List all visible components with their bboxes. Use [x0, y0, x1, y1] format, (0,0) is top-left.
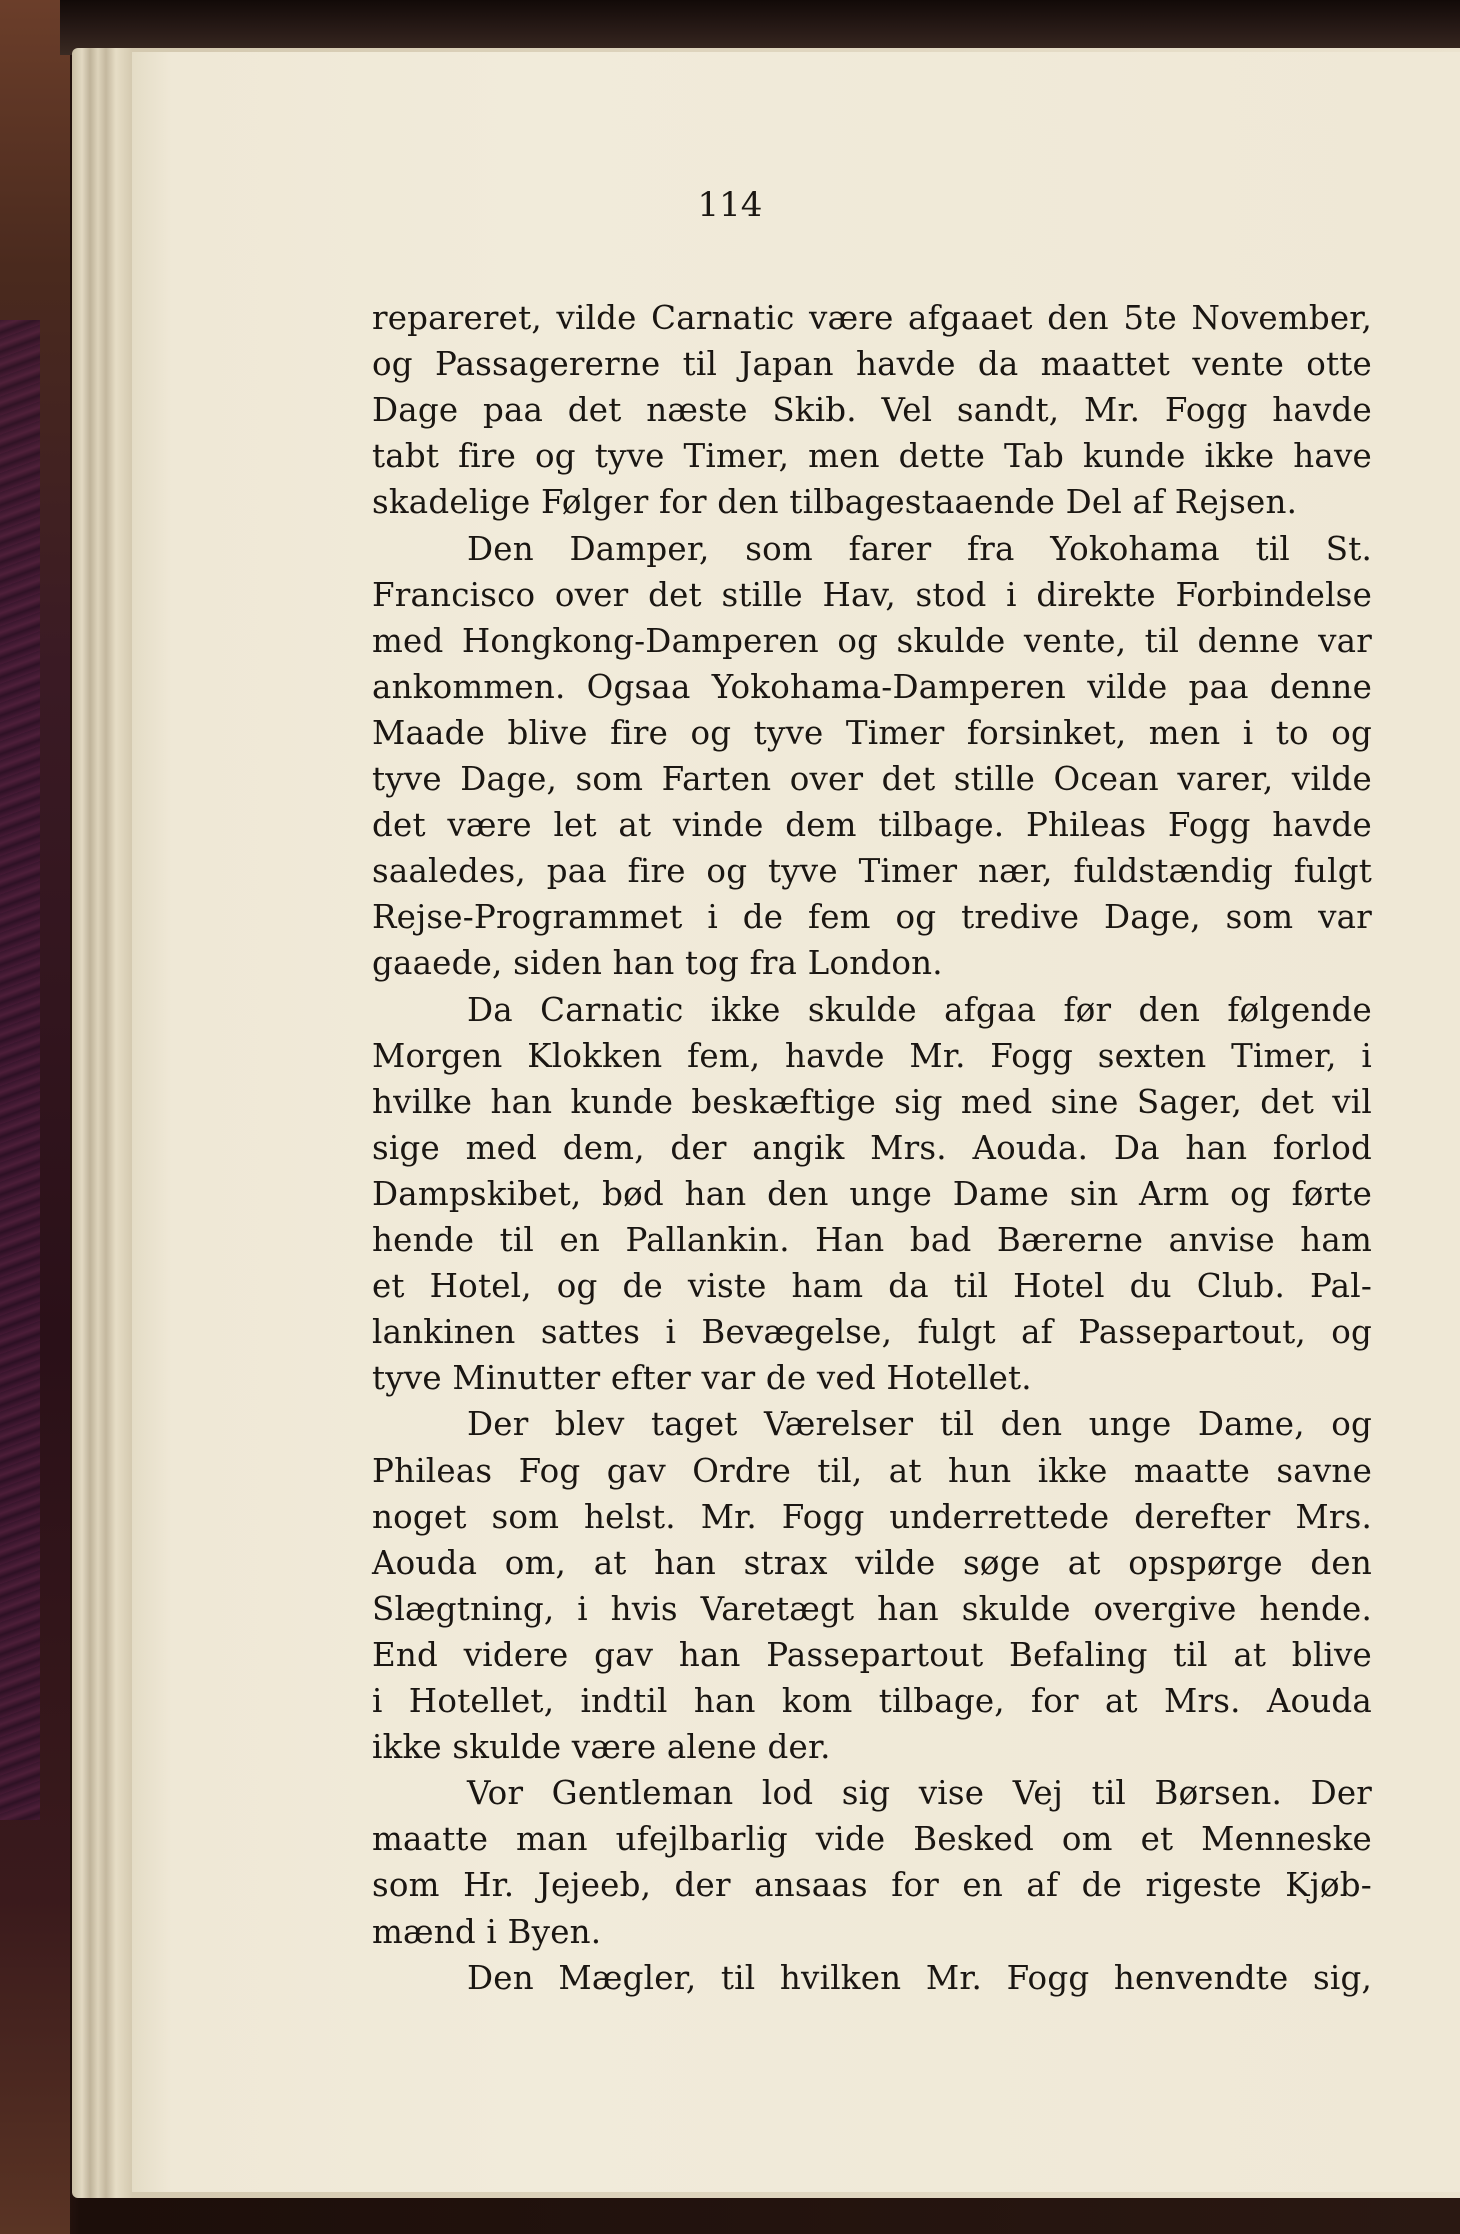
text-line: sige med dem, der angik Mrs. Aouda. Da han forlod: [372, 1128, 1372, 1167]
text-line: gaaede, siden han tog fra London.: [372, 944, 943, 983]
text-line: ankommen. Ogsaa Yokohama-Damperen vilde paa denne: [372, 667, 1372, 706]
text-line: Der blev taget Værelser til den unge Dame, og: [467, 1405, 1372, 1444]
text-line: Aouda om, at han strax vilde søge at opspørge den: [372, 1543, 1372, 1582]
text-line: hvilke han kunde beskæftige sig med sine Sager, det vil: [372, 1082, 1372, 1121]
top-shadow: [60, 0, 1460, 55]
text-line: Den Mægler, til hvilken Mr. Fogg henvendte sig,: [467, 1958, 1372, 1997]
text-line: mænd i Byen.: [372, 1912, 602, 1951]
text-line: noget som helst. Mr. Fogg underrettede derefter Mrs.: [372, 1497, 1372, 1536]
book-cover-marbling: [0, 320, 40, 1820]
text-line: ikke skulde være alene der.: [372, 1728, 831, 1767]
page-number: 114: [697, 185, 763, 225]
text-line: hende til en Pallankin. Han bad Bærerne anvise ham: [372, 1221, 1372, 1259]
text-line: tyve Dage, som Farten over det stille Ocean varer, vilde: [372, 760, 1372, 798]
text-line: Da Carnatic ikke skulde afgaa før den følgende: [467, 990, 1372, 1029]
text-line: Phileas Fog gav Ordre til, at hun ikke maatte savne: [372, 1451, 1372, 1490]
text-line: et Hotel, og de viste ham da til Hotel du Club. Pal-: [372, 1267, 1372, 1306]
text-line: skadelige Følger for den tilbagestaaende Del af Rejsen.: [372, 483, 1298, 522]
text-line: tabt fire og tyve Timer, men dette Tab kunde ikke have: [372, 437, 1372, 476]
text-line: det være let at vinde dem tilbage. Phileas Fogg havde: [372, 806, 1372, 845]
text-line: repareret, vilde Carnatic være afgaaet den 5te November,: [372, 299, 1372, 337]
text-line: med Hongkong-Damperen og skulde vente, til denne var: [372, 621, 1372, 660]
text-line: Vor Gentleman lod sig vise Vej til Børsen. Der: [467, 1774, 1372, 1813]
text-line: Francisco over det stille Hav, stod i direkte Forbindelse: [372, 575, 1372, 614]
text-line: i Hotellet, indtil han kom tilbage, for at Mrs. Aouda: [372, 1682, 1372, 1720]
text-line: som Hr. Jejeeb, der ansaas for en af de rigeste Kjøb-: [372, 1866, 1372, 1905]
text-line: Slægtning, i hvis Varetægt han skulde overgive hende.: [372, 1589, 1372, 1628]
text-line: Dampskibet, bød han den unge Dame sin Arm og førte: [372, 1174, 1372, 1213]
text-line: Rejse-Programmet i de fem og tredive Dage, som var: [372, 898, 1372, 937]
text-line: og Passagererne til Japan havde da maattet vente otte: [372, 345, 1372, 384]
text-line: Maade blive fire og tyve Timer forsinket, men i to og: [372, 713, 1372, 752]
text-line: saaledes, paa fire og tyve Timer nær, fuldstændig fulgt: [372, 852, 1372, 891]
text-line: tyve Minutter efter var de ved Hotellet.: [372, 1359, 1032, 1398]
text-line: maatte man ufejlbarlig vide Besked om et Menneske: [372, 1820, 1372, 1859]
text-line: Morgen Klokken fem, havde Mr. Fogg sexten Timer, i: [372, 1036, 1372, 1075]
text-line: End videre gav han Passepartout Befaling til at blive: [372, 1635, 1372, 1674]
text-line: Den Damper, som farer fra Yokohama til St.: [467, 529, 1372, 568]
text-line: lankinen sattes i Bevægelse, fulgt af Passepartout, og: [372, 1313, 1372, 1352]
text-line: Dage paa det næste Skib. Vel sandt, Mr. Fogg havde: [372, 391, 1372, 430]
